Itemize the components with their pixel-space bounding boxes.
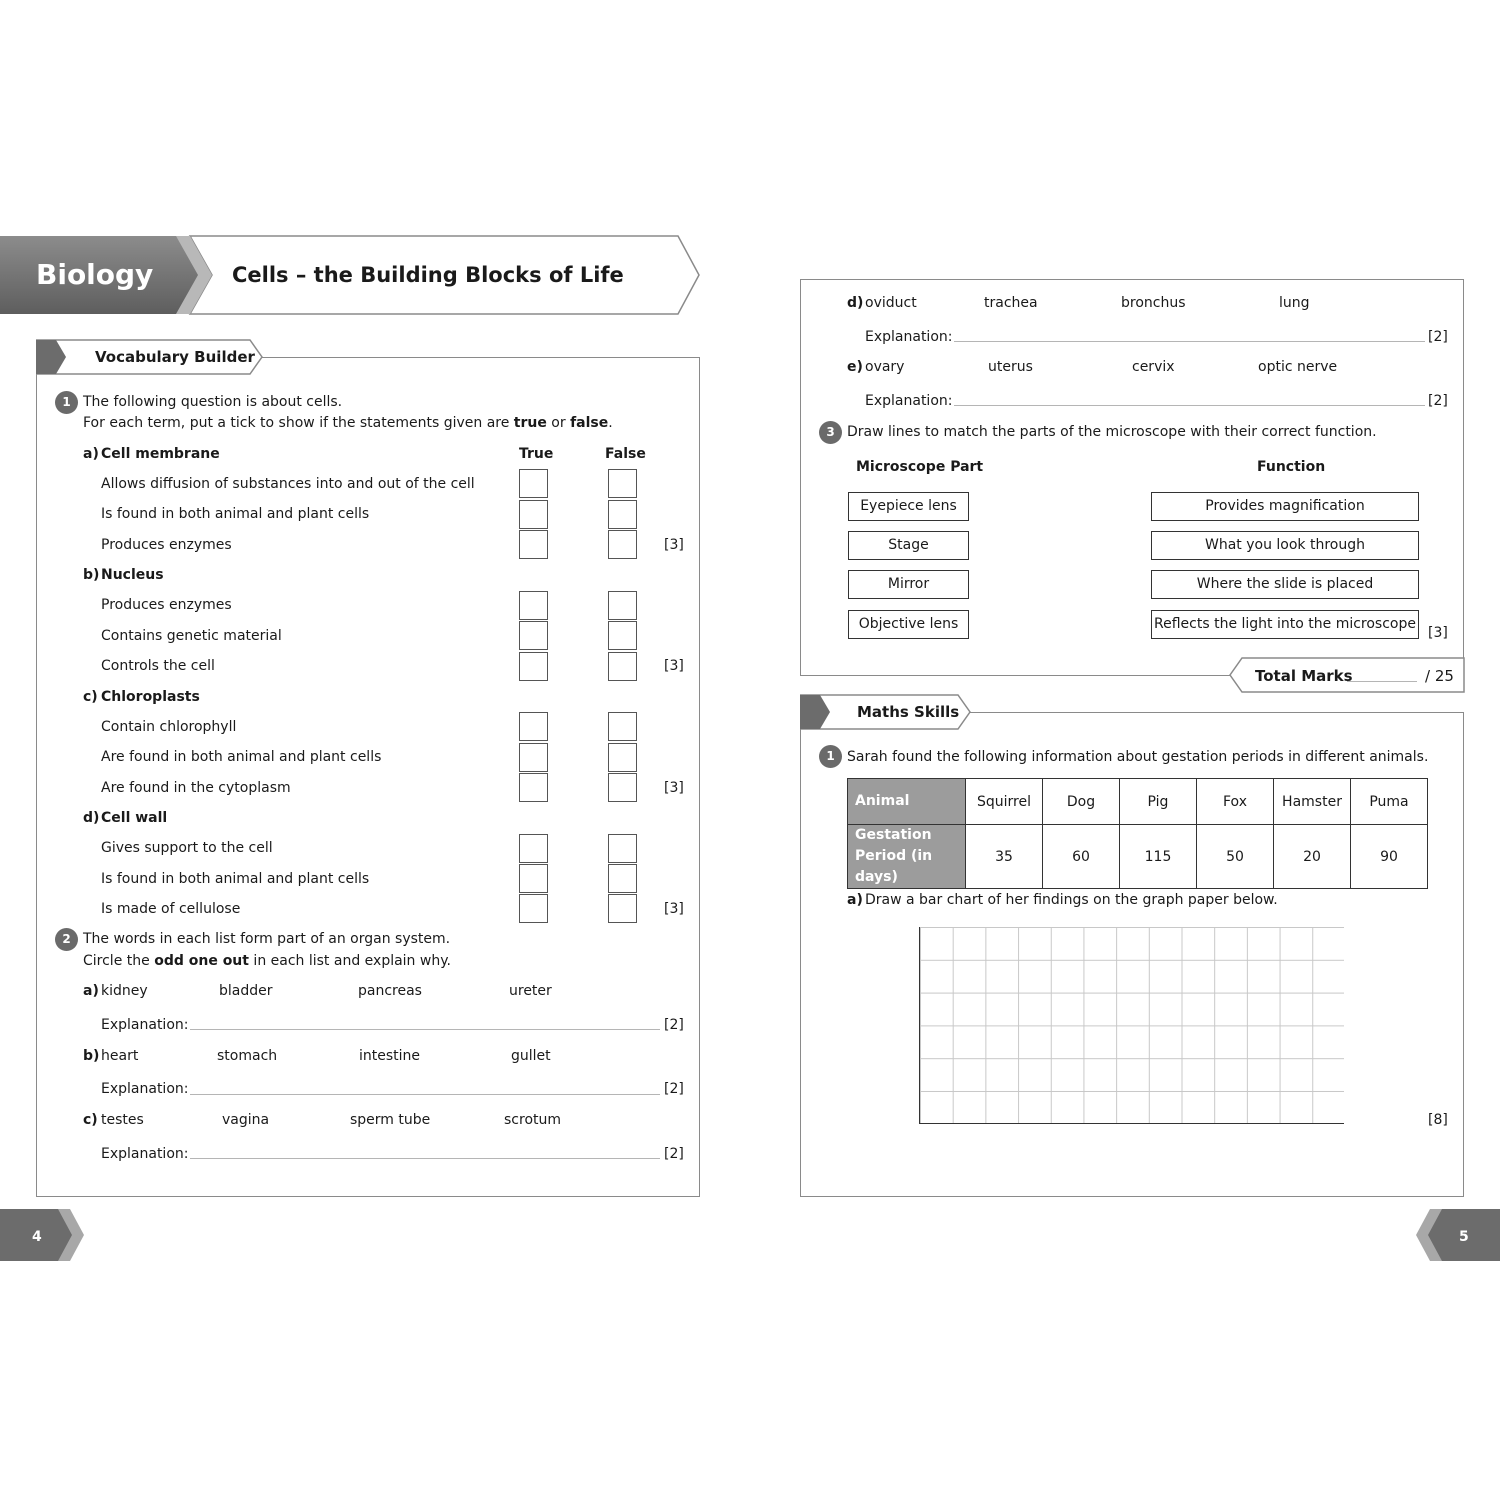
odd-one-out-word[interactable]: optic nerve — [1258, 359, 1338, 375]
group-term: Nucleus — [101, 567, 164, 583]
marks-label: [3] — [664, 537, 684, 553]
explanation-label: Explanation: — [101, 1146, 189, 1162]
subject-label: Biology — [36, 258, 154, 291]
odd-one-out-word[interactable]: pancreas — [358, 983, 422, 999]
table-cell: 90 — [1351, 825, 1428, 889]
group-letter: a) — [83, 446, 99, 462]
q2-line2: Circle the odd one out in each list and explain why. — [83, 953, 451, 969]
microscope-part-box[interactable]: Mirror — [848, 570, 969, 599]
table-cell: 35 — [966, 825, 1043, 889]
function-box[interactable]: Reflects the light into the microscope — [1151, 610, 1419, 639]
microscope-part-box[interactable]: Eyepiece lens — [848, 492, 969, 521]
true-checkbox[interactable] — [519, 894, 548, 923]
question-number-3: 3 — [819, 421, 842, 444]
group-term: Cell membrane — [101, 446, 220, 462]
q2-line1: The words in each list form part of an organ system. — [83, 931, 451, 947]
explanation-line[interactable] — [954, 341, 1425, 342]
table-cell: 50 — [1197, 825, 1274, 889]
statement: Contains genetic material — [101, 628, 282, 644]
odd-one-out-word[interactable]: bronchus — [1121, 295, 1186, 311]
maths-question-number: 1 — [819, 745, 842, 768]
odd-one-out-word[interactable]: oviduct — [865, 295, 917, 311]
page-number-right: 5 — [1459, 1229, 1469, 1245]
page-number-right-tab — [1416, 1209, 1500, 1263]
statement: Is found in both animal and plant cells — [101, 506, 370, 522]
false-checkbox[interactable] — [608, 773, 637, 802]
true-checkbox[interactable] — [519, 652, 548, 681]
function-box[interactable]: What you look through — [1151, 531, 1419, 560]
odd-one-out-word[interactable]: lung — [1279, 295, 1310, 311]
q1-line1: The following question is about cells. — [83, 394, 343, 410]
false-checkbox[interactable] — [608, 652, 637, 681]
false-checkbox[interactable] — [608, 500, 637, 529]
group-term: Cell wall — [101, 810, 168, 826]
marks-label: [3] — [664, 658, 684, 674]
q3-text: Draw lines to match the parts of the microscope with their correct function. — [847, 424, 1377, 440]
statement: Are found in both animal and plant cells — [101, 749, 382, 765]
page-title: Cells – the Building Blocks of Life — [232, 263, 624, 287]
maths-skills-heading: Maths Skills — [857, 703, 960, 721]
marks-label: [2] — [664, 1017, 684, 1033]
marks-label: [3] — [664, 901, 684, 917]
true-checkbox[interactable] — [519, 621, 548, 650]
false-checkbox[interactable] — [608, 894, 637, 923]
true-checkbox[interactable] — [519, 591, 548, 620]
explanation-label: Explanation: — [865, 393, 953, 409]
false-checkbox[interactable] — [608, 743, 637, 772]
qa-letter: a) — [847, 892, 863, 908]
microscope-part-box[interactable]: Stage — [848, 531, 969, 560]
odd-one-out-word[interactable]: intestine — [359, 1048, 421, 1064]
false-checkbox[interactable] — [608, 712, 637, 741]
true-checkbox[interactable] — [519, 500, 548, 529]
false-checkbox[interactable] — [608, 530, 637, 559]
qa-text: Draw a bar chart of her findings on the graph paper below. — [865, 892, 1278, 908]
table-cell: Dog — [1043, 779, 1120, 825]
odd-one-out-word[interactable]: gullet — [511, 1048, 551, 1064]
explanation-line[interactable] — [954, 405, 1425, 406]
maths-q1-text: Sarah found the following information about gestation periods in different animals. — [847, 749, 1429, 765]
marks-label: [3] — [664, 780, 684, 796]
explanation-line[interactable] — [190, 1029, 660, 1030]
false-checkbox[interactable] — [608, 864, 637, 893]
true-checkbox[interactable] — [519, 834, 548, 863]
vocabulary-heading: Vocabulary Builder — [95, 348, 255, 366]
col-true: True — [519, 446, 554, 462]
false-checkbox[interactable] — [608, 591, 637, 620]
odd-one-out-word[interactable]: scrotum — [504, 1112, 562, 1128]
question-number-2: 2 — [55, 928, 78, 951]
explanation-line[interactable] — [190, 1094, 660, 1095]
gestation-table — [847, 778, 1428, 889]
statement: Is found in both animal and plant cells — [101, 871, 370, 887]
marks-label: [8] — [1428, 1112, 1448, 1128]
table-row-header: Animal — [848, 779, 966, 825]
group-letter: d) — [83, 810, 100, 826]
true-checkbox[interactable] — [519, 530, 548, 559]
explanation-line[interactable] — [190, 1158, 660, 1159]
function-box[interactable]: Provides magnification — [1151, 492, 1419, 521]
explanation-label: Explanation: — [101, 1017, 189, 1033]
page-number-left: 4 — [32, 1229, 42, 1245]
statement: Are found in the cytoplasm — [101, 780, 291, 796]
statement: Allows diffusion of substances into and out of the cell — [101, 476, 475, 492]
false-checkbox[interactable] — [608, 621, 637, 650]
marks-label: [2] — [664, 1081, 684, 1097]
list-letter: c) — [83, 1112, 98, 1128]
col-false: False — [605, 446, 646, 462]
graph-paper[interactable] — [919, 927, 1344, 1124]
false-checkbox[interactable] — [608, 834, 637, 863]
list-letter: a) — [83, 983, 99, 999]
list-letter: d) — [847, 295, 864, 311]
odd-one-out-word[interactable]: ureter — [509, 983, 552, 999]
odd-one-out-word[interactable]: heart — [101, 1048, 139, 1064]
marks-label: [3] — [1428, 625, 1448, 641]
group-letter: c) — [83, 689, 98, 705]
table-cell: 20 — [1274, 825, 1351, 889]
microscope-part-box[interactable]: Objective lens — [848, 610, 969, 639]
marks-label: [2] — [1428, 329, 1448, 345]
total-marks-value: / 25 — [1425, 667, 1454, 685]
statement: Produces enzymes — [101, 537, 232, 553]
function-box[interactable]: Where the slide is placed — [1151, 570, 1419, 599]
marks-label: [2] — [664, 1146, 684, 1162]
odd-one-out-word[interactable]: vagina — [222, 1112, 270, 1128]
true-checkbox[interactable] — [519, 773, 548, 802]
table-cell: Hamster — [1274, 779, 1351, 825]
list-letter: b) — [83, 1048, 100, 1064]
statement: Controls the cell — [101, 658, 215, 674]
list-letter: e) — [847, 359, 863, 375]
odd-one-out-word[interactable]: bladder — [219, 983, 273, 999]
odd-one-out-word[interactable]: sperm tube — [350, 1112, 431, 1128]
true-checkbox[interactable] — [519, 712, 548, 741]
odd-one-out-word[interactable]: kidney — [101, 983, 148, 999]
odd-one-out-word[interactable]: stomach — [217, 1048, 278, 1064]
page-number-left-tab — [0, 1209, 84, 1263]
odd-one-out-word[interactable]: uterus — [988, 359, 1033, 375]
table-row — [848, 779, 1428, 825]
odd-one-out-word[interactable]: trachea — [984, 295, 1038, 311]
table-cell: Pig — [1120, 779, 1197, 825]
odd-one-out-word[interactable]: cervix — [1132, 359, 1175, 375]
odd-one-out-word[interactable]: testes — [101, 1112, 144, 1128]
total-marks-line[interactable] — [1347, 681, 1417, 682]
marks-label: [2] — [1428, 393, 1448, 409]
table-cell: Puma — [1351, 779, 1428, 825]
col-microscope-part: Microscope Part — [856, 459, 984, 475]
group-term: Chloroplasts — [101, 689, 200, 705]
col-function: Function — [1257, 459, 1326, 475]
q1-line2: For each term, put a tick to show if the statements given are true or false. — [83, 415, 613, 431]
table-row — [848, 825, 1428, 889]
table-cell: Fox — [1197, 779, 1274, 825]
true-checkbox[interactable] — [519, 864, 548, 893]
statement: Contain chlorophyll — [101, 719, 237, 735]
table-cell: 115 — [1120, 825, 1197, 889]
statement: Produces enzymes — [101, 597, 232, 613]
statement: Is made of cellulose — [101, 901, 241, 917]
false-checkbox[interactable] — [608, 469, 637, 498]
table-row-header: Gestation Period (in days) — [848, 825, 966, 889]
true-checkbox[interactable] — [519, 743, 548, 772]
statement: Gives support to the cell — [101, 840, 273, 856]
explanation-label: Explanation: — [865, 329, 953, 345]
odd-one-out-word[interactable]: ovary — [865, 359, 905, 375]
true-checkbox[interactable] — [519, 469, 548, 498]
total-marks-label: Total Marks — [1255, 667, 1353, 685]
table-cell: Squirrel — [966, 779, 1043, 825]
group-letter: b) — [83, 567, 100, 583]
table-cell: 60 — [1043, 825, 1120, 889]
explanation-label: Explanation: — [101, 1081, 189, 1097]
question-number-1: 1 — [55, 391, 78, 414]
